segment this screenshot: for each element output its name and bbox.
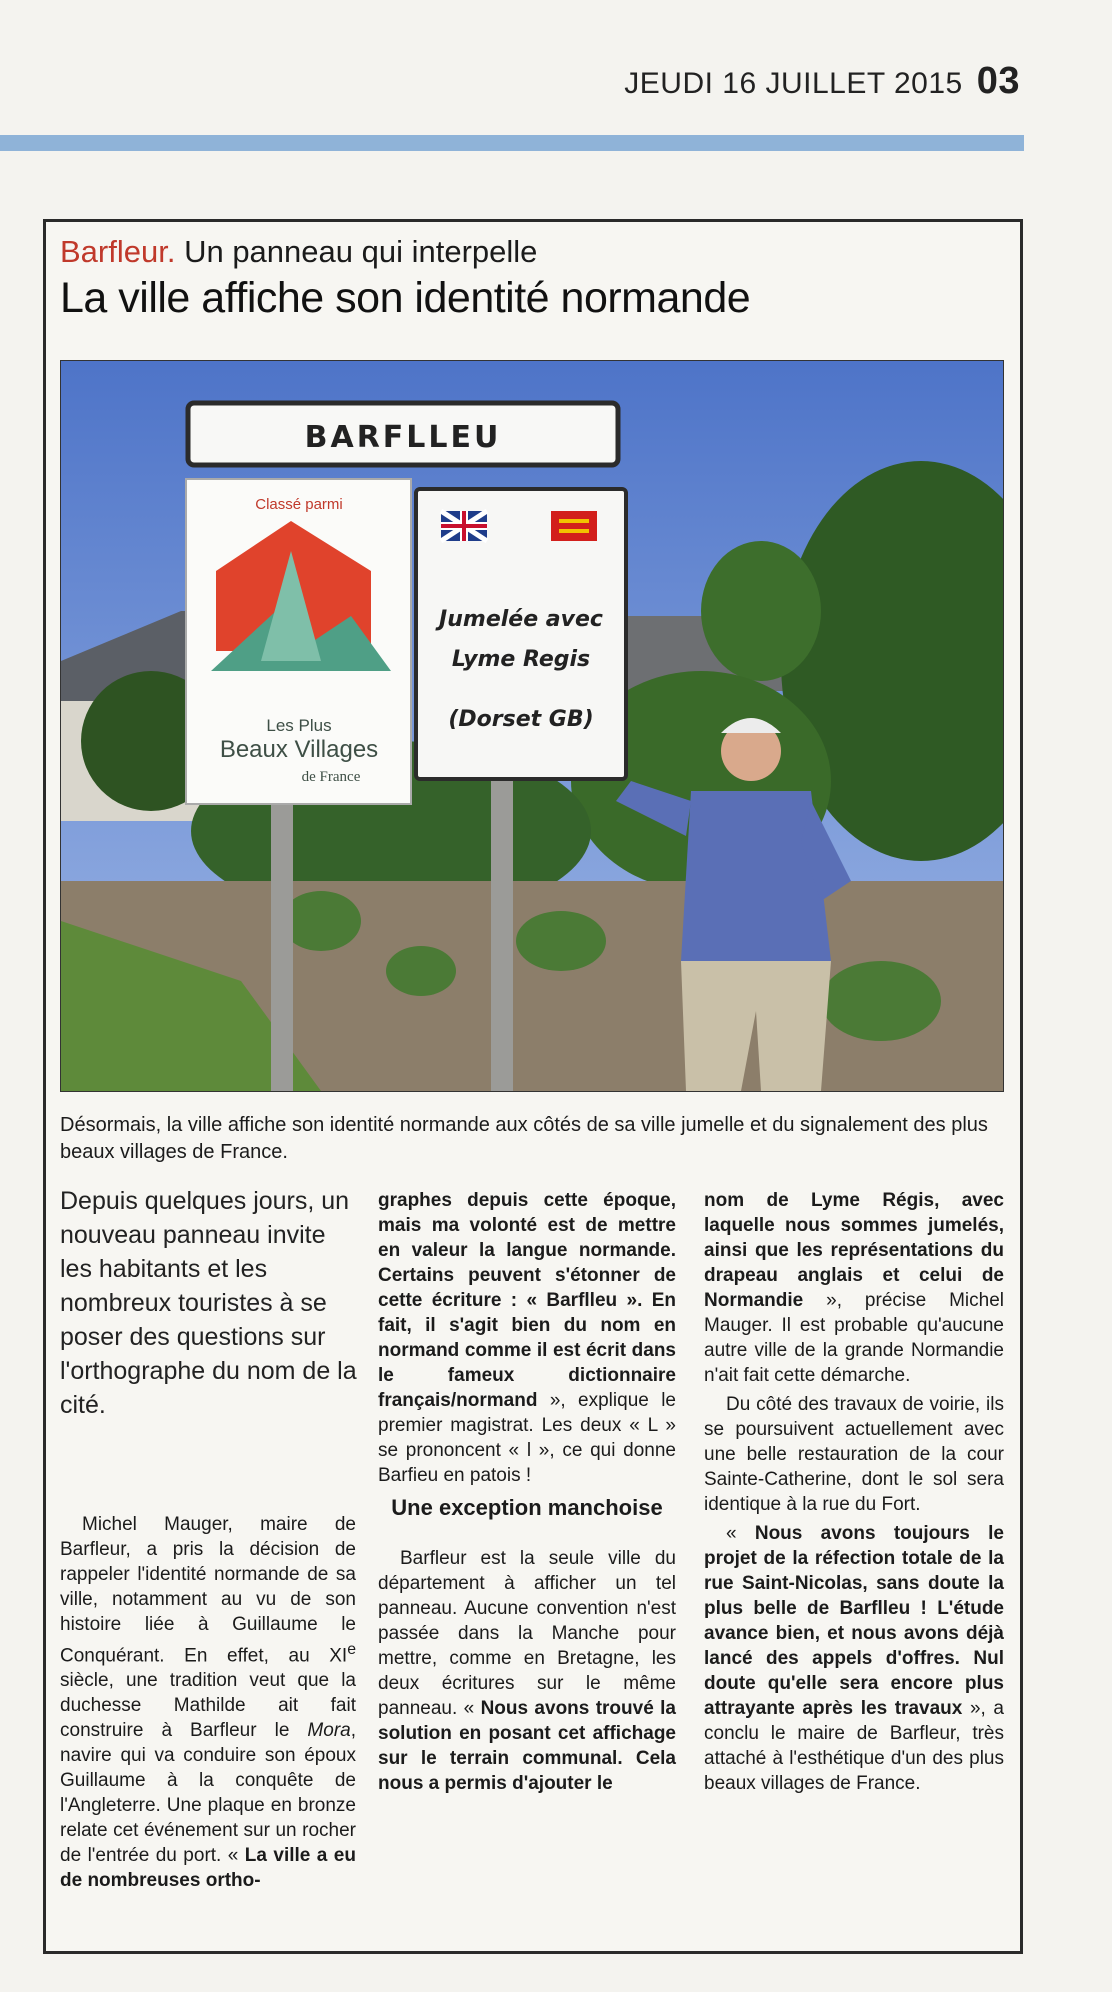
col3-paragraph-1: nom de Lyme Régis, avec laquelle nous sommes jumelés, ainsi que les représentations du drapeau anglais et celui de Normandie », précise Michel Mauger. Il est probable qu'aucune autre ville de la grande Normandie n'ait fait cette démarche. [704, 1190, 1004, 1386]
col3-paragraph-2: Du côté des travaux de voirie, ils se poursuivent actuellement avec une belle restauration de la cour Sainte-Catherine, dont le sol sera identique à la rue du Fort. [704, 1394, 1004, 1515]
article-lede: Depuis quelques jours, un nouveau panneau invite les habitants et les nombreux touristes à se poser des questions sur l'orthographe du nom de la cité. [60, 1187, 357, 1419]
col3-paragraph-3: « Nous avons toujours le projet de la réfection totale de la rue Saint-Nicolas, sans doute la plus belle de Barflleu ! L'étude avance bien, et nous avons déjà lancé des appels d'offres. Nul doute qu'elle sera encore plus attrayante après les travaux », a conclu le maire de Barfleur, très attaché à l'esthétique d'un des plus beaux villages de France. [704, 1523, 1004, 1794]
twin-line1: Jumelée avec [439, 607, 603, 632]
page-header [600, 60, 1020, 103]
normandy-flag-icon [551, 511, 597, 541]
badge-line3: de France [301, 769, 361, 785]
issue-date: JEUDI 16 JUILLET 2015 [624, 67, 963, 100]
col2-paragraph-2: Barfleur est la seule ville du département à afficher un tel panneau. Aucune convention n'est passée dans la Manche pour mettre, comme en Bretagne, les deux écritures sur le même panneau. « Nous avons trouvé la solution en posant cet affichage sur le terrain communal. Cela nous a permis d'ajouter le [378, 1548, 676, 1794]
photo-caption: Désormais, la ville affiche son identité normande aux côtés de sa ville jumelle et du signalement des plus beaux villages de France. [60, 1114, 988, 1163]
photo-illustration [61, 361, 1003, 1091]
col1-paragraph: Michel Mauger, maire de Barfleur, a pris la décision de rappeler l'identité normande de sa ville, notamment au vu de son histoire liée à Guillaume le Conquérant. En effet, au XIe siècle, une tradition veut que la duchesse Mathilde ait fait construire à Barfleur le Mora, navire qui va conduire son époux Guillaume à la conquête de l'Angleterre. Une plaque en bronze relate cet événement sur un rocher de l'entrée du port. « La ville a eu de nombreuses ortho- [60, 1514, 356, 1892]
twin-line2: Lyme Regis [451, 647, 591, 672]
section-subhead: Une exception manchoise [391, 1495, 663, 1520]
kicker-text: Un panneau qui interpelle [184, 234, 538, 269]
badge-top-text: Classé parmi [255, 496, 343, 513]
header-rule [0, 135, 1024, 151]
article-frame [43, 219, 1023, 1954]
badge-line2: Beaux Villages [219, 736, 379, 763]
column-1 [60, 1512, 356, 1893]
twin-line3: (Dorset GB) [448, 707, 594, 732]
page-number: 03 [976, 60, 1020, 102]
sign-town-name: BARFLLEU [304, 420, 502, 455]
column-2 [378, 1188, 676, 1796]
article-headline: La ville affiche son identité normande [60, 274, 751, 322]
column-3 [704, 1188, 1004, 1796]
col2-paragraph-1: graphes depuis cette époque, mais ma volonté est de mettre en valeur la langue normande. Certains peuvent s'étonner de cette écriture : « Barflleu ». En fait, il s'agit bien du nom en normand comme il est écrit dans le fameux dictionnaire français/normand », explique le premier magistrat. Les deux « L » se prononcent « l », ce qui donne Barfieu en patois ! [378, 1190, 676, 1486]
article-photo [60, 360, 1004, 1092]
kicker-town: Barfleur. [60, 234, 176, 269]
badge-line1: Les Plus [266, 716, 332, 735]
article-kicker [60, 234, 537, 270]
